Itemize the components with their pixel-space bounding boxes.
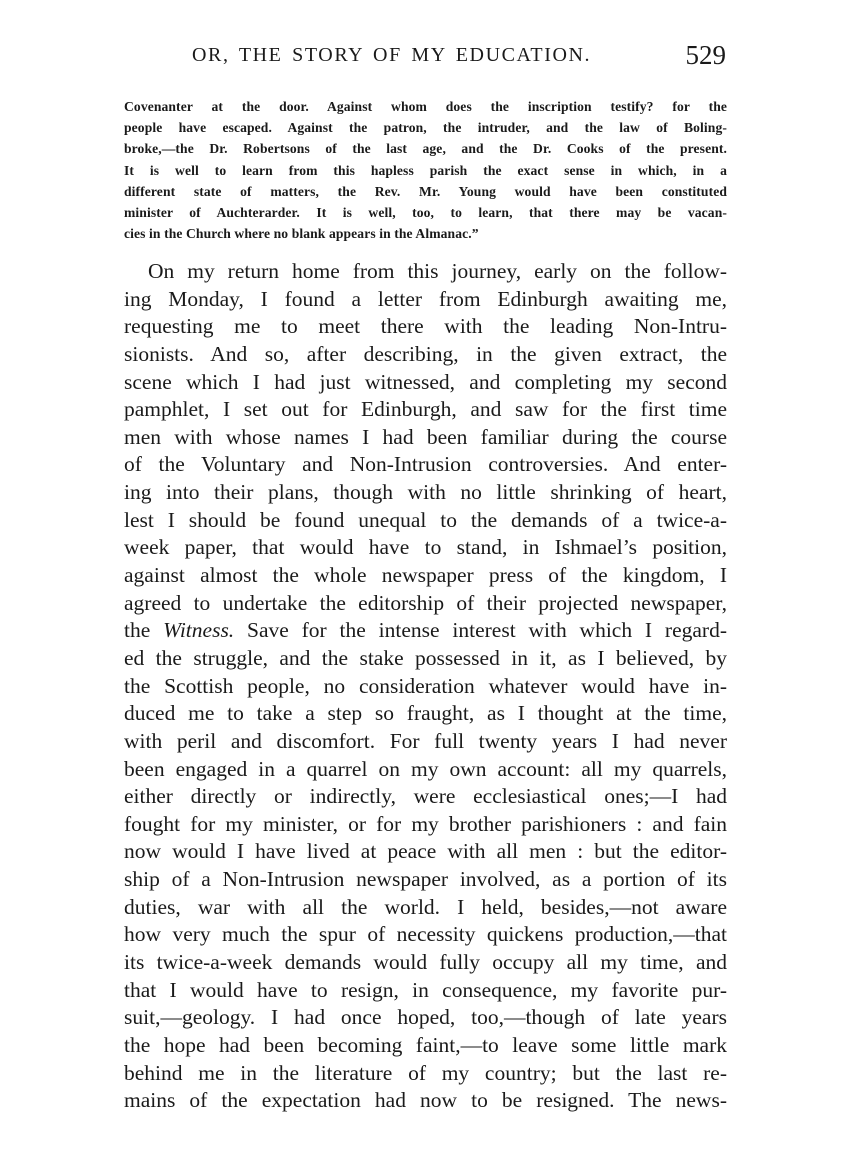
body-line: of the Voluntary and Non-Intrusion controversies. And enter- [124, 452, 727, 477]
body-line: ing into their plans, though with no little shrinking of heart, [124, 480, 727, 505]
body-line: that I would have to resign, in consequence, my favorite pur- [124, 977, 727, 1002]
body-line: On my return home from this journey, early on the follow- [148, 259, 727, 283]
body-line: week paper, that would have to stand, in Ishmael’s position, [124, 535, 727, 560]
body-line: pamphlet, I set out for Edinburgh, and saw for the first time [124, 397, 727, 422]
body-paragraph [124, 258, 727, 1115]
body-line: men with whose names I had been familiar during the course [124, 424, 727, 449]
body-line: duties, war with all the world. I held, besides,—not aware [124, 894, 727, 919]
running-title: OR, THE STORY OF MY EDUCATION. [192, 44, 592, 66]
body-line: requesting me to meet there with the leading Non-Intru- [124, 314, 727, 339]
quoted-extract [124, 96, 727, 244]
body-line: been engaged in a quarrel on my own account: all my quarrels, [124, 756, 727, 781]
body-line: ing Monday, I found a letter from Edinburgh awaiting me, [124, 286, 727, 311]
body-line: either directly or indirectly, were ecclesiastical ones;—I had [124, 784, 727, 809]
body-line-with-italic [124, 617, 727, 645]
body-line: with peril and discomfort. For full twenty years I had never [124, 728, 727, 753]
extract-line: Covenanter at the door. Against whom does the inscription testify? for the [124, 99, 727, 114]
body-line-segment: the [124, 618, 164, 643]
body-line: now would I have lived at peace with all men : but the editor- [124, 839, 727, 864]
body-line: its twice-a-week demands would fully occupy all my time, and [124, 950, 727, 975]
page-number: 529 [685, 40, 726, 70]
body-line: ed the struggle, and the stake possessed in it, as I believed, by [124, 645, 727, 670]
body-line: sionists. And so, after describing, in the given extract, the [124, 341, 727, 366]
extract-line: different state of matters, the Rev. Mr. Young would have been constituted [124, 183, 727, 199]
body-line: mains of the expectation had now to be resigned. The news- [124, 1088, 727, 1113]
running-head [122, 40, 728, 76]
extract-line: broke,—the Dr. Robertsons of the last age, and the Dr. Cooks of the present. [124, 141, 727, 157]
body-line: how very much the spur of necessity quickens production,—that [124, 922, 727, 947]
extract-line: minister of Auchterarder. It is well, too, to learn, that there may be vacan- [124, 204, 727, 220]
extract-line: people have escaped. Against the patron, the intruder, and the law of Boling- [124, 120, 727, 136]
body-line: behind me in the literature of my country; but the last re- [124, 1060, 727, 1085]
extract-line: It is well to learn from this hapless parish the exact sense in which, in a [124, 162, 727, 178]
body-line: suit,—geology. I had once hoped, too,—though of late years [124, 1005, 727, 1030]
body-line: agreed to undertake the editorship of their projected newspaper, [124, 590, 727, 615]
body-line: ship of a Non-Intrusion newspaper involved, as a portion of its [124, 867, 727, 892]
body-line-segment: Save for the intense interest with which I regard- [234, 618, 727, 643]
body-line: lest I should be found unequal to the demands of a twice-a- [124, 507, 727, 532]
body-line: the Scottish people, no consideration whatever would have in- [124, 673, 727, 698]
extract-line: cies in the Church where no blank appears in the Almanac.” [124, 226, 479, 242]
body-line: fought for my minister, or for my brother parishioners : and fain [124, 811, 727, 836]
body-line: the hope had been becoming faint,—to leave some little mark [124, 1032, 727, 1057]
body-line: scene which I had just witnessed, and completing my second [124, 369, 727, 394]
body-line: against almost the whole newspaper press of the kingdom, I [124, 563, 727, 588]
body-line: duced me to take a step so fraught, as I thought at the time, [124, 701, 727, 726]
newspaper-title-italic: Witness. [163, 618, 235, 643]
